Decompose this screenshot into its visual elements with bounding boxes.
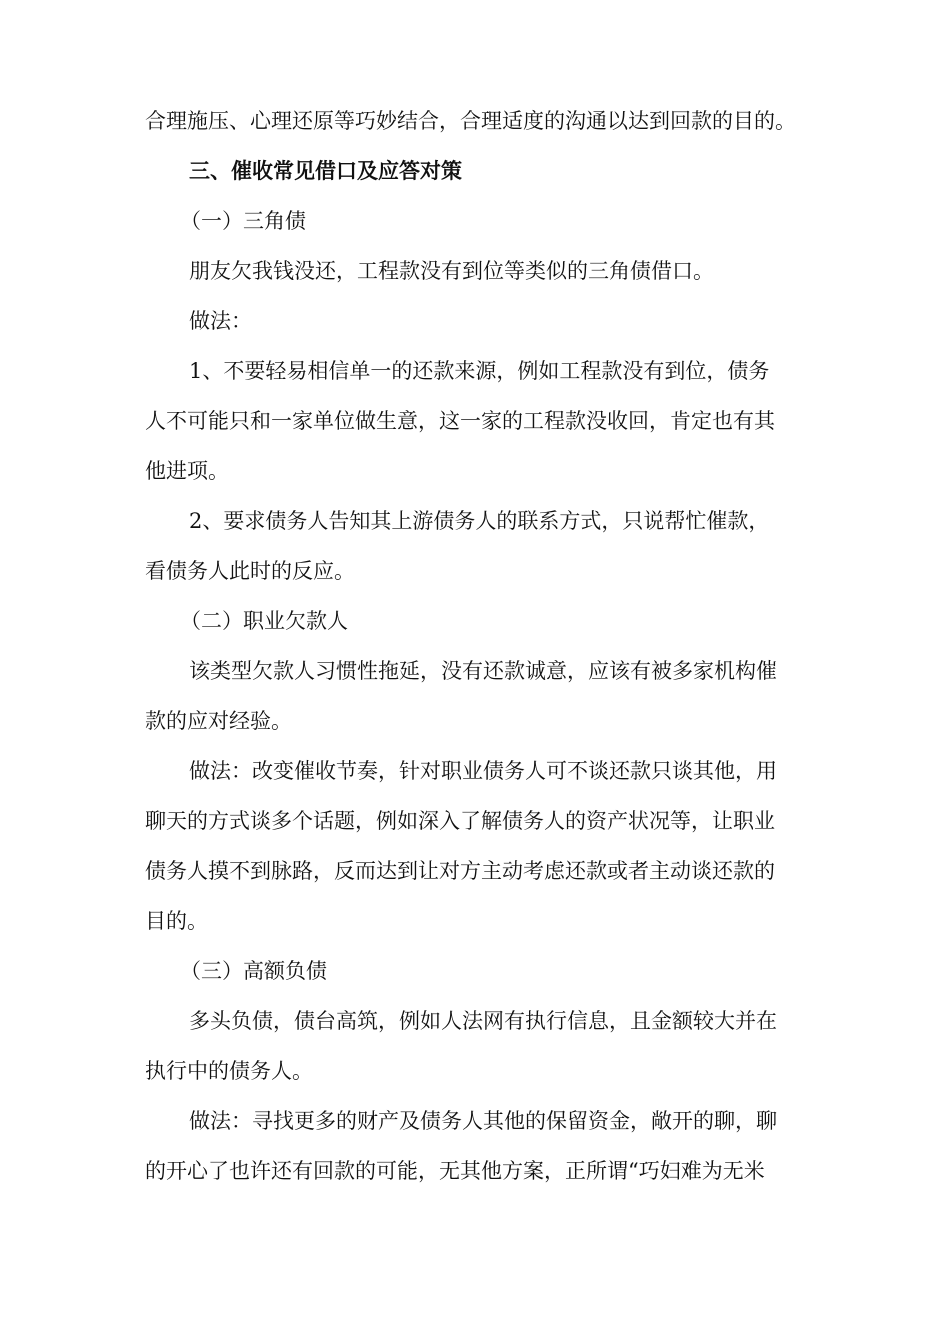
- subsection-heading: （二）职业欠款人: [180, 609, 348, 633]
- paragraph-line: 他进项。: [145, 459, 229, 483]
- paragraph-line: 看债务人此时的反应。: [145, 559, 355, 583]
- paragraph-line: 该类型欠款人习惯性拖延，没有还款诚意，应该有被多家机构催: [189, 659, 777, 683]
- paragraph-line: 做法：寻找更多的财产及债务人其他的保留资金，敞开的聊，聊: [189, 1109, 777, 1133]
- section-heading: 三、催收常见借口及应答对策: [189, 158, 462, 183]
- paragraph-line: 目的。: [145, 909, 208, 933]
- paragraph-line: 聊天的方式谈多个话题，例如深入了解债务人的资产状况等，让职业: [145, 809, 775, 833]
- paragraph-line: 做法：改变催收节奏，针对职业债务人可不谈还款只谈其他，用: [189, 759, 777, 783]
- paragraph-line: 的开心了也许还有回款的可能，无其他方案，正所谓“巧妇难为无米: [145, 1159, 765, 1183]
- subsection-heading: （一）三角债: [180, 209, 306, 233]
- paragraph-line: 款的应对经验。: [145, 709, 292, 733]
- paragraph-line: 执行中的债务人。: [145, 1059, 313, 1083]
- paragraph-line: 合理施压、心理还原等巧妙结合，合理适度的沟通以达到回款的目的。: [145, 109, 796, 133]
- paragraph-line: 2、要求债务人告知其上游债务人的联系方式，只说帮忙催款，: [189, 509, 770, 533]
- paragraph-line: 债务人摸不到脉路，反而达到让对方主动考虑还款或者主动谈还款的: [145, 859, 775, 883]
- paragraph-line: 做法：: [189, 309, 252, 333]
- subsection-heading: （三）高额负债: [180, 959, 327, 983]
- paragraph-line: 朋友欠我钱没还，工程款没有到位等类似的三角债借口。: [189, 259, 714, 283]
- paragraph-line: 多头负债，债台高筑，例如人法网有执行信息，且金额较大并在: [189, 1009, 777, 1033]
- paragraph-line: 1、不要轻易相信单一的还款来源，例如工程款没有到位，债务: [189, 359, 770, 383]
- paragraph-line: 人不可能只和一家单位做生意，这一家的工程款没收回，肯定也有其: [145, 409, 775, 433]
